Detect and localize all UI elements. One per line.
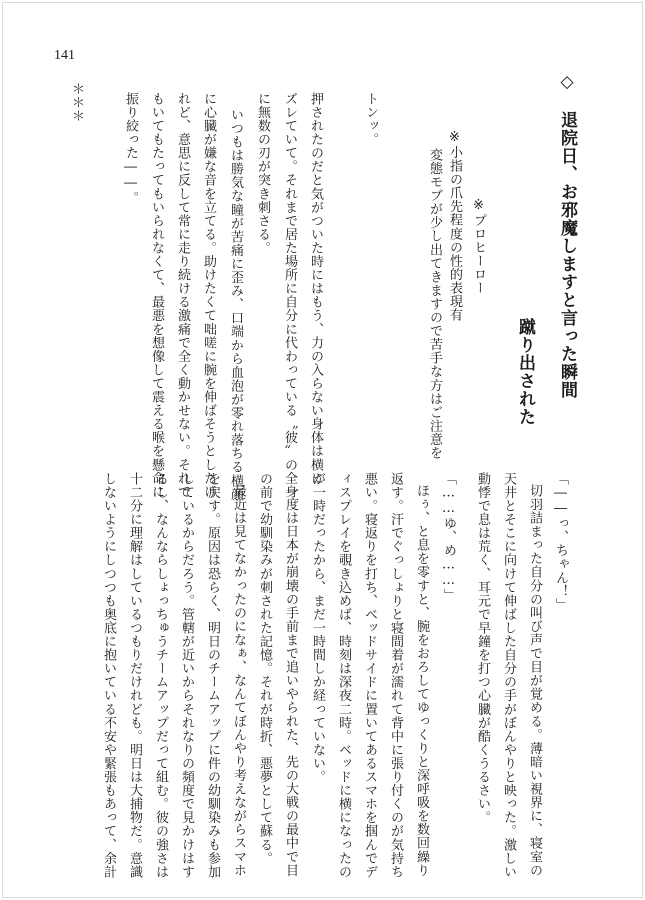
lower-text-line-13: 最近は見てなかったのになぁ、なんてぼんやり考えながらスマホ [231,484,246,877]
lower-text-line-16: るし、なんならしょっちゅうチームアップだって組む。彼の強さは [153,472,168,879]
lower-text-line-5: 「……ゆ、め……」 [441,472,456,602]
upper-text-line-9: 振り絞った――。 [123,92,138,205]
lower-text-line-18: しないようにしつつも奥底に抱いている不安や緊張もあって、余計 [101,472,116,879]
lower-text-line-2: 切羽詰まった自分の叫び声で目が覚める。薄暗い視界に、寝室の [527,484,542,877]
lower-text-line-9: ィスプレイを覗き込めば、時刻は深夜二時。ベッドに横になったの [336,472,351,879]
upper-text-line-1: トンッ。 [363,92,378,147]
lower-text-line-10: が一時だったから、まだ一時間しか経っていない。 [310,472,325,784]
lower-text-line-7: 返す。汗でぐっしょりと寝間着が濡れて背中に張り付くのが気持ち [388,472,403,879]
lower-text-line-6: ほぅ、と息を零すと、腕をおろしてゆっくりと深呼吸を数回繰り [414,484,429,877]
upper-text-line-7: れど、意思に反して常に走り続ける激痛で全く動かせない。それで [175,92,190,499]
lower-text-line-4: 動悸で息は荒く、耳元で早鐘を打つ心臓が酷くうるさい。 [475,472,490,825]
scene-break: ＊＊＊ [69,82,84,123]
lower-text-line-1: 「――っ、ちゃん！」 [553,472,568,612]
lower-text-line-15: しているからだろう。管轄が近いからそれなりの頻度で見かけはす [179,472,194,879]
lower-text-line-14: を戻す。原因は恐らく、明日のチームアップに件の幼馴染みも参加 [205,472,220,879]
lower-text-line-17: 十二分に理解はしているつもりだけれども。明日は大捕物だ。意識 [127,472,142,879]
lower-text-line-12: の前で幼馴染みが刺された記憶。それが時折、悪夢として蘇る。 [257,472,272,865]
upper-text-line-2: 押されたのだと気がついた時にはもう、力の入らない身体は横に [308,92,323,485]
content-warning-line-2: 変態モブが少し出てきますので苦手な方はご注意を [427,148,442,460]
upper-text-line-4: に無数の刃が突き刺さる。 [255,92,270,255]
prologue-heading: ※プロヒーロー [471,198,486,295]
lower-text-line-3: 天井とそこに向けて伸ばした自分の手がぼんやりと映った。激しい [501,472,516,879]
upper-text-line-8: もいてもたってもいられなくて、最悪を想像して震える喉を懸命に [149,92,164,499]
upper-text-line-3: ズレていて。それまで居た場所に自分に代わっている〝彼〟の全身 [282,92,297,499]
chapter-title-line-2: 蹴り出された [515,318,535,426]
upper-text-line-5: いつもは勝気な瞳が苦痛に歪み、口端から血泡が零れ落ちる横顔 [228,108,243,501]
chapter-title-line-1: ◇ 退院日、お邪魔しますと言った瞬間 [557,72,577,399]
upper-text-line-6: に心臓が嫌な音を立てる。助けたくて咄嗟に腕を伸ばそうとしたけ [201,92,216,499]
lower-text-line-11: 一度は日本が崩壊の手前まで追いやられた、先の大戦の最中で目 [283,484,298,877]
lower-text-line-8: 悪い。寝返りを打ち、ベッドサイドに置いてあるスマホを掴んでデ [362,472,377,879]
page-number: 141 [54,48,75,63]
content-warning-line-1: ※小指の爪先程度の性的表現有 [447,130,462,322]
